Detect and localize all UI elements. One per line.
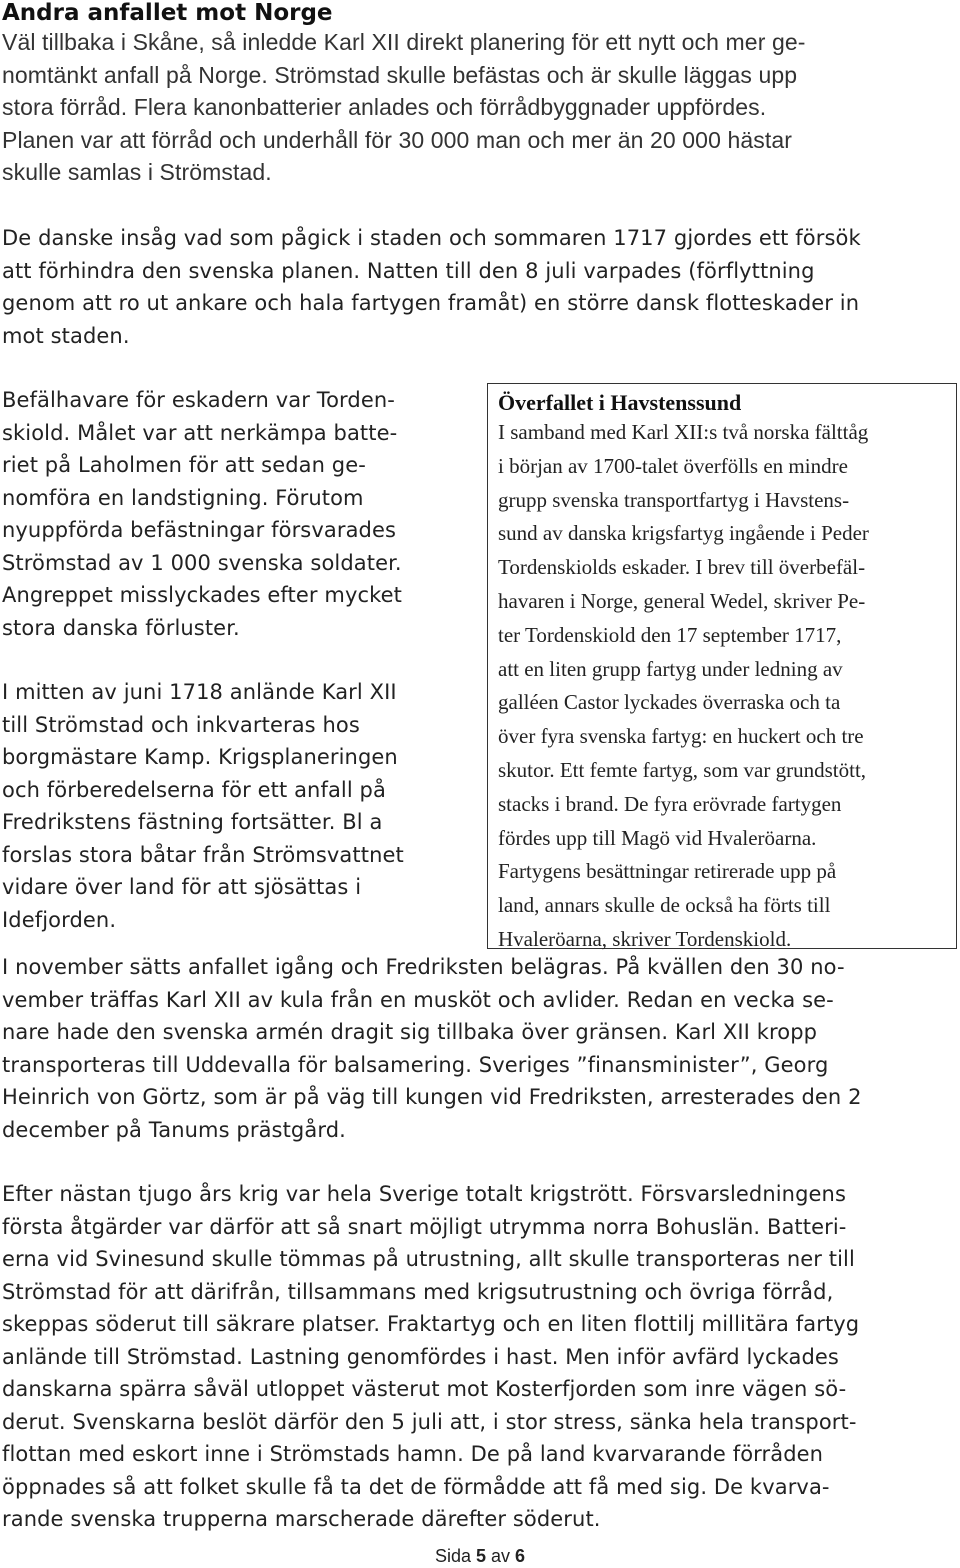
sidebar-body	[498, 416, 869, 957]
section-heading: Andra anfallet mot Norge	[2, 0, 333, 26]
text-line: Fredrikstens fästning fortsätter. Bl a	[2, 810, 383, 834]
text-line: derut. Svenskarna beslöt därför den 5 juli att, i stor stress, sänka hela transport-	[2, 1409, 857, 1434]
text-line: Befälhavare för eskadern var Torden-	[2, 388, 395, 412]
sidebar-line: havaren i Norge, general Wedel, skriver Pe-	[498, 588, 866, 613]
text-line: Efter nästan tjugo års krig var hela Sverige totalt krigstrött. Försvarsledningens	[2, 1182, 846, 1206]
text-line: december på Tanums prästgård.	[2, 1117, 346, 1142]
sidebar-title: Överfallet i Havstenssund	[498, 390, 742, 415]
sidebar-line: över fyra svenska fartyg: en huckert och tre	[498, 724, 864, 749]
text-line: nyuppförda befästningar försvarades	[2, 518, 397, 542]
text-line: skiold. Målet var att nerkämpa batte-	[2, 420, 398, 445]
text-line: och förberedelserna för ett anfall på	[2, 777, 386, 802]
text-line: Idefjorden.	[2, 907, 117, 932]
text-line: vember träffas Karl XII av kula från en musköt och avlider. Redan en vecka se-	[2, 987, 834, 1012]
sidebar-line: I samband med Karl XII:s två norska fälttåg	[498, 420, 869, 444]
text-line: öppnades så att folket skulle få ta det de förmådde att få med sig. De kvarva-	[2, 1474, 830, 1499]
sidebar-line: att en liten grupp fartyg under ledning av	[498, 656, 843, 681]
text-line: nare hade den svenska armén dragit sig tillbaka över gränsen. Karl XII kropp	[2, 1020, 818, 1044]
text-line: I november sätts anfallet igång och Fredriksten belägras. På kvällen den 30 no-	[2, 955, 845, 979]
sidebar-line: Hvaleröarna, skriver Tordenskiold.	[498, 926, 792, 951]
text-line: riet på Laholmen för att sedan ge-	[2, 453, 366, 477]
text-line: anlände till Strömstad. Lastning genomfördes i hast. Men inför avfärd lyckades	[2, 1344, 839, 1369]
sidebar-line: Tordenskiolds eskader. I brev till överbefäl-	[498, 555, 866, 580]
text-line: Strömstad för att därifrån, tillsammans med krigsutrustning och övriga förråd,	[2, 1279, 834, 1304]
text-line: transporteras till Uddevalla för balsamering. Sveriges ”finansminister”, Georg	[2, 1052, 829, 1077]
text-line: till Strömstad och inkvarteras hos	[2, 712, 360, 737]
sidebar-line: stacks i brand. De fyra erövrade fartygen	[498, 791, 842, 816]
text-line: rande svenska trupperna marscherade därefter söderut.	[2, 1507, 601, 1531]
text-line: forslas stora båtar från Strömsvattnet	[2, 842, 404, 867]
text-line: Strömstad av 1 000 svenska soldater.	[2, 550, 402, 575]
total-page-count: 6	[515, 1546, 526, 1566]
text-line: vidare över land för att sjösättas i	[2, 875, 362, 899]
sidebar-line: galléen Castor lyckades överraska och ta	[498, 690, 841, 715]
sidebar-line: sund av danska krigsfartyg ingående i Peder	[498, 521, 869, 546]
paragraph-commander	[2, 384, 402, 644]
text-line: Heinrich von Görtz, som är på väg till kungen vid Fredriksten, arresterades den 2	[2, 1085, 862, 1109]
sidebar-line: Fartygens besättningar retirerade upp på	[498, 859, 837, 884]
text-line: stora danska förluster.	[2, 615, 240, 640]
footer-separator: av	[491, 1546, 511, 1566]
sidebar-line: ter Tordenskiold den 17 september 1717,	[498, 622, 842, 647]
sidebar-line: grupp svenska transportfartyg i Havstens-	[498, 487, 850, 512]
paragraph-intro	[2, 26, 805, 189]
paragraph-june-1718	[2, 676, 404, 936]
text-line: nomtänkt anfall på Norge. Strömstad skulle befästas och är skulle läggas upp	[2, 61, 798, 88]
text-line: stora förråd. Flera kanonbatterier anlades och förrådbyggnader uppfördes.	[2, 94, 767, 120]
paragraph-aftermath	[2, 1178, 859, 1536]
sidebar-box	[487, 383, 957, 949]
text-line: Angreppet misslyckades efter mycket	[2, 583, 402, 607]
text-line: borgmästare Kamp. Krigsplaneringen	[2, 745, 398, 769]
text-line: nomföra en landstigning. Förutom	[2, 485, 364, 510]
sidebar-line: i början av 1700-talet överfölls en mindre	[498, 453, 848, 478]
sidebar-line: land, annars skulle de också ha förts till	[498, 893, 831, 918]
text-line: I mitten av juni 1718 anlände Karl XII	[2, 680, 397, 704]
text-line: skeppas söderut till säkrare platser. Fraktartyg och en liten flottilj millitära fartyg	[2, 1312, 860, 1336]
paragraph-danish-attempt	[2, 222, 861, 352]
paragraph-november	[2, 951, 862, 1146]
text-line: mot staden.	[2, 323, 130, 348]
text-line: första åtgärder var därför att så snart möjligt utrymma norra Bohuslän. Batteri-	[2, 1214, 847, 1239]
current-page-number: 5	[475, 1546, 486, 1566]
text-line: genom att ro ut ankare och hala fartygen framåt) en större dansk flotteskader in	[2, 291, 860, 315]
sidebar-line: skutor. Ett femte fartyg, som var grundstött,	[498, 757, 867, 782]
text-line: Planen var att förråd och underhåll för 30 000 man och mer än 20 000 hästar	[2, 126, 792, 153]
text-line: att förhindra den svenska planen. Natten till den 8 juli varpades (förflyttning	[2, 258, 815, 283]
sidebar-line: fördes upp till Magö vid Hvaleröarna.	[498, 825, 817, 850]
text-line: erna vid Svinesund skulle tömmas på utrustning, allt skulle transporteras ner till	[2, 1247, 855, 1271]
page-footer	[0, 1545, 960, 1567]
text-line: skulle samlas i Strömstad.	[2, 159, 272, 185]
text-line: De danske insåg vad som pågick i staden och sommaren 1717 gjordes ett försök	[2, 226, 861, 250]
footer-prefix: Sida	[434, 1546, 471, 1566]
text-line: danskarna spärra såväl utloppet västerut mot Kosterfjorden som inre vägen sö-	[2, 1377, 847, 1401]
text-line: Väl tillbaka i Skåne, så inledde Karl XII direkt planering för ett nytt och mer ge-	[2, 29, 806, 55]
text-line: flottan med eskort inne i Strömstads hamn. De på land kvarvarande förråden	[2, 1442, 824, 1466]
